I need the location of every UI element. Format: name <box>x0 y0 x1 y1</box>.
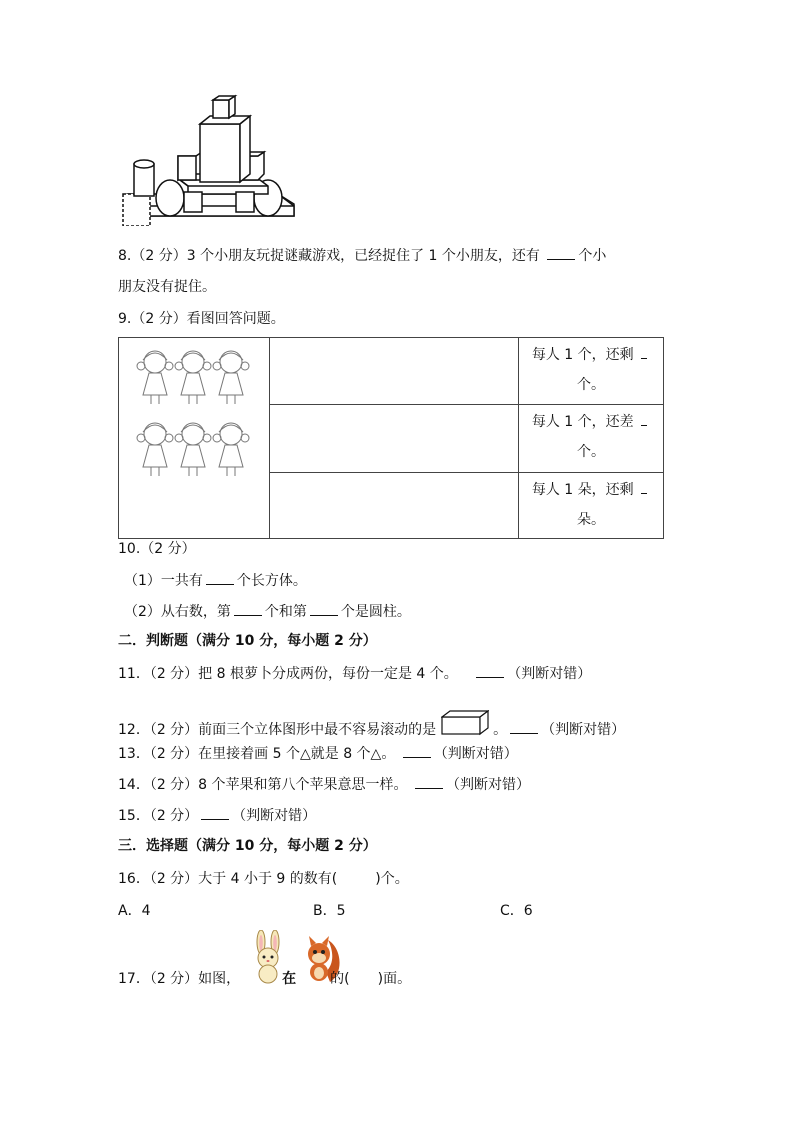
option-a[interactable]: A．4 <box>118 903 151 919</box>
answer-blank[interactable] <box>510 719 538 734</box>
answer-blank[interactable] <box>201 805 229 820</box>
girls-illustration <box>119 338 269 538</box>
cuboid-icon <box>441 710 489 736</box>
option-b[interactable]: B．5 <box>313 903 346 919</box>
question-10-sub1: （1）一共有 个长方体。 <box>124 570 307 591</box>
question-13: 13．（2 分）在里接着画 5 个△就是 8 个△。 （判断对错） <box>118 743 518 764</box>
building-blocks-figure <box>118 94 298 226</box>
answer-blank[interactable] <box>641 479 647 494</box>
question-9-table <box>118 337 664 539</box>
table-row-2-text: 每人 1 个，还差 个。 <box>519 405 664 472</box>
question-14: 14．（2 分）8 个苹果和第八个苹果意思一样。 （判断对错） <box>118 774 530 795</box>
question-11: 11．（2 分）把 8 根萝卜分成两份，每份一定是 4 个。 （判断对错） <box>118 663 591 684</box>
question-9: 9.（2 分）看图回答问题。 <box>118 311 285 327</box>
girls-picture-cell <box>119 338 270 539</box>
option-c[interactable]: C．6 <box>500 903 533 919</box>
question-16: 16．（2 分）大于 4 小于 9 的数有( )个。 <box>118 871 409 887</box>
question-8: 8.（2 分）3 个小朋友玩捉谜藏游戏，已经捉住了 1 个小朋友，还有 个小 <box>118 245 606 266</box>
answer-blank[interactable] <box>403 743 431 758</box>
table-empty-cell <box>270 472 519 538</box>
question-10-sub2: （2）从右数，第 个和第 个是圆柱。 <box>124 601 411 622</box>
question-17: 17．（2 分）如图， 在 的( )面。 <box>118 971 412 987</box>
table-empty-cell <box>270 405 519 472</box>
answer-blank[interactable] <box>206 570 234 585</box>
answer-blank[interactable] <box>415 774 443 789</box>
answer-blank[interactable] <box>310 601 338 616</box>
section-2-title: 二．判断题（满分 10 分，每小题 2 分） <box>118 633 377 649</box>
question-10: 10.（2 分） <box>118 541 196 557</box>
section-3-title: 三．选择题（满分 10 分，每小题 2 分） <box>118 838 377 854</box>
answer-blank[interactable] <box>476 663 504 678</box>
table-row-3-text: 每人 1 朵，还剩 朵。 <box>519 472 664 538</box>
answer-blank[interactable] <box>641 344 647 359</box>
table-row-1-text: 每人 1 个，还剩 个。 <box>519 338 664 405</box>
table-empty-cell <box>270 338 519 405</box>
answer-blank[interactable] <box>641 411 647 426</box>
answer-blank[interactable] <box>234 601 262 616</box>
question-8-cont: 朋友没有捉住。 <box>118 279 216 295</box>
question-12: 12．（2 分）前面三个立体图形中最不容易滚动的是 。 （判断对错） <box>118 710 625 740</box>
question-15: 15．（2 分） （判断对错） <box>118 805 316 826</box>
answer-blank[interactable] <box>547 245 575 260</box>
